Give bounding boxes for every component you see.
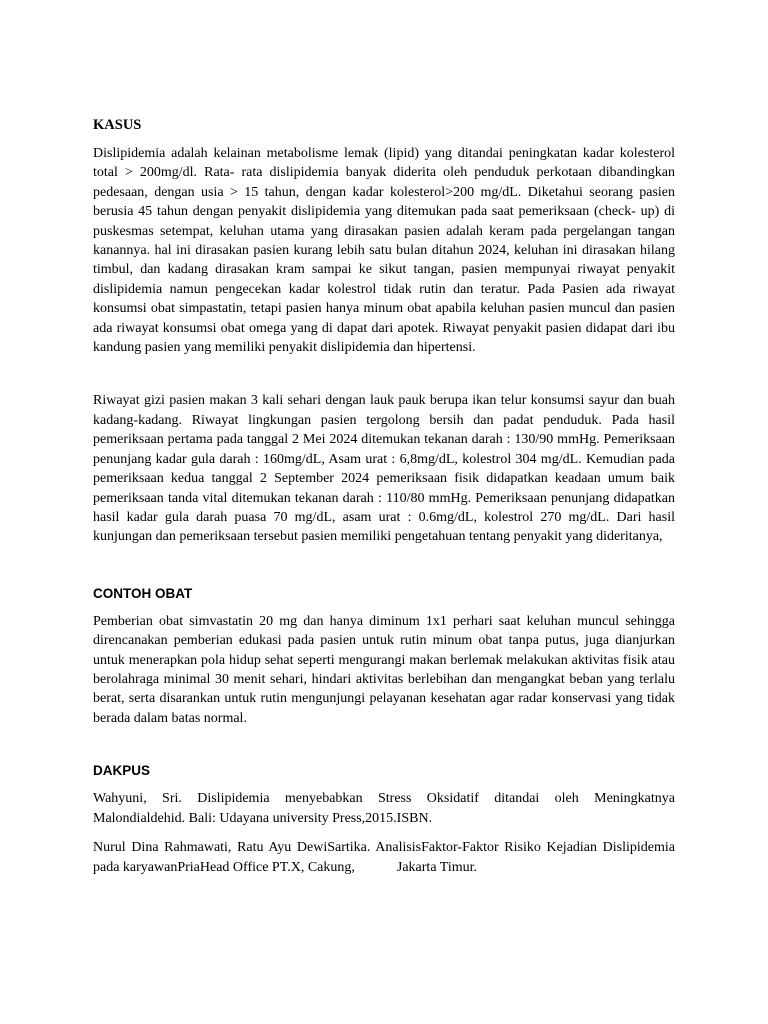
dakpus-heading: DAKPUS xyxy=(93,763,151,779)
kasus-heading: KASUS xyxy=(93,117,142,133)
spacer xyxy=(93,547,675,584)
reference-item: Nurul Dina Rahmawati, Ratu Ayu DewiSartika. AnalisisFaktor-Faktor Risiko Kejadian Dislipidemia pada karyawanPriaHead Office PT.X, Cakung, Jakarta Timur. xyxy=(93,840,679,876)
contoh-obat-paragraph: Pemberian obat simvastatin 20 mg dan hanya diminum 1x1 perhari saat keluhan muncul sehingga direncanakan pemberian edukasi pada pasien untuk rutin minum obat tanpa putus, juga dianjurkan untuk menerapkan pola hidup sehat seperti mengurangi makan berlemak melakukan aktivitas fisik atau berolahraga minimal 30 menit sehari, hindari aktivitas berlebihan dan mengangkat beban yang terlalu berat, serta disarankan untuk rutin mengunjungi pelayanan kesehatan agar radar konservasi yang tidak berada dalam batas normal. xyxy=(93,613,675,726)
contoh-obat-heading: CONTOH OBAT xyxy=(93,585,193,601)
document-page xyxy=(93,116,679,887)
kasus-paragraph-1: Dislipidemia adalah kelainan metabolisme lemak (lipid) yang ditandai peningkatan kadar kolesterol total > 200mg/dl. Rata- rata dislipidemia banyak diderita oleh penduduk perkotaan dibandingkan pedesaan, dengan usia > 15 tahun, dengan kadar kolesterol>200 mg/dL. Diketahui seorang pasien berusia 45 tahun dengan penyakit dislipidemia yang ditemukan pada saat pemeriksaan (check- up) di puskesmas setempat, keluhan utama yang dirasakan pasien adalah keram pada pergelangan tangan kanannya. hal ini dirasakan pasien kurang lebih satu bulan ditahun 2024, keluhan ini dirasakan hilang timbul, dan kadang dirasakan kram sampai ke sikut tangan, pasien mempunyai riwayat penyakit dislipidemia namun pengecekan kadar kolestrol tidak rutin dan teratur. Pada Pasien ada riwayat konsumsi obat simpastatin, tetapi pasien hanya minum obat apabila keluhan pasien muncul dan pasien ada riwayat konsumsi obat omega yang di dapat dari apotek. Riwayat penyakit pasien didapat dari ibu kandung pasien yang memiliki penyakit dislipidemia dan hipertensi. xyxy=(93,146,675,356)
spacer xyxy=(93,357,675,391)
spacer xyxy=(93,728,675,761)
reference-item: Wahyuni, Sri. Dislipidemia menyebabkan Stress Oksidatif ditandai oleh Meningkatnya Malondialdehid. Bali: Udayana university Press,2015.ISBN. xyxy=(93,791,675,827)
kasus-paragraph-2: Riwayat gizi pasien makan 3 kali sehari dengan lauk pauk berupa ikan telur konsumsi sayur dan buah kadang-kadang. Riwayat lingkungan pasien tergolong bersih dan padat penduduk. Pada hasil pemeriksaan pertama pada tanggal 2 Mei 2024 ditemukan tekanan darah : 130/90 mmHg. Pemeriksaan penunjang kadar gula darah : 160mg/dL, Asam urat : 6,8mg/dL, kolestrol 304 mg/dL. Kemudian pada pemeriksaan kedua tanggal 2 September 2024 pemeriksaan fisik didapatkan keadaan umum baik pemeriksaan tanda vital ditemukan tekanan darah : 110/80 mmHg. Pemeriksaan penunjang didapatkan hasil kadar gula darah puasa 70 mg/dL, asam urat : 0.6mg/dL, kolestrol 270 mg/dL. Dari hasil kunjungan dan pemeriksaan tersebut pasien memiliki pengetahuan tentang penyakit yang dideritanya, xyxy=(93,393,675,545)
